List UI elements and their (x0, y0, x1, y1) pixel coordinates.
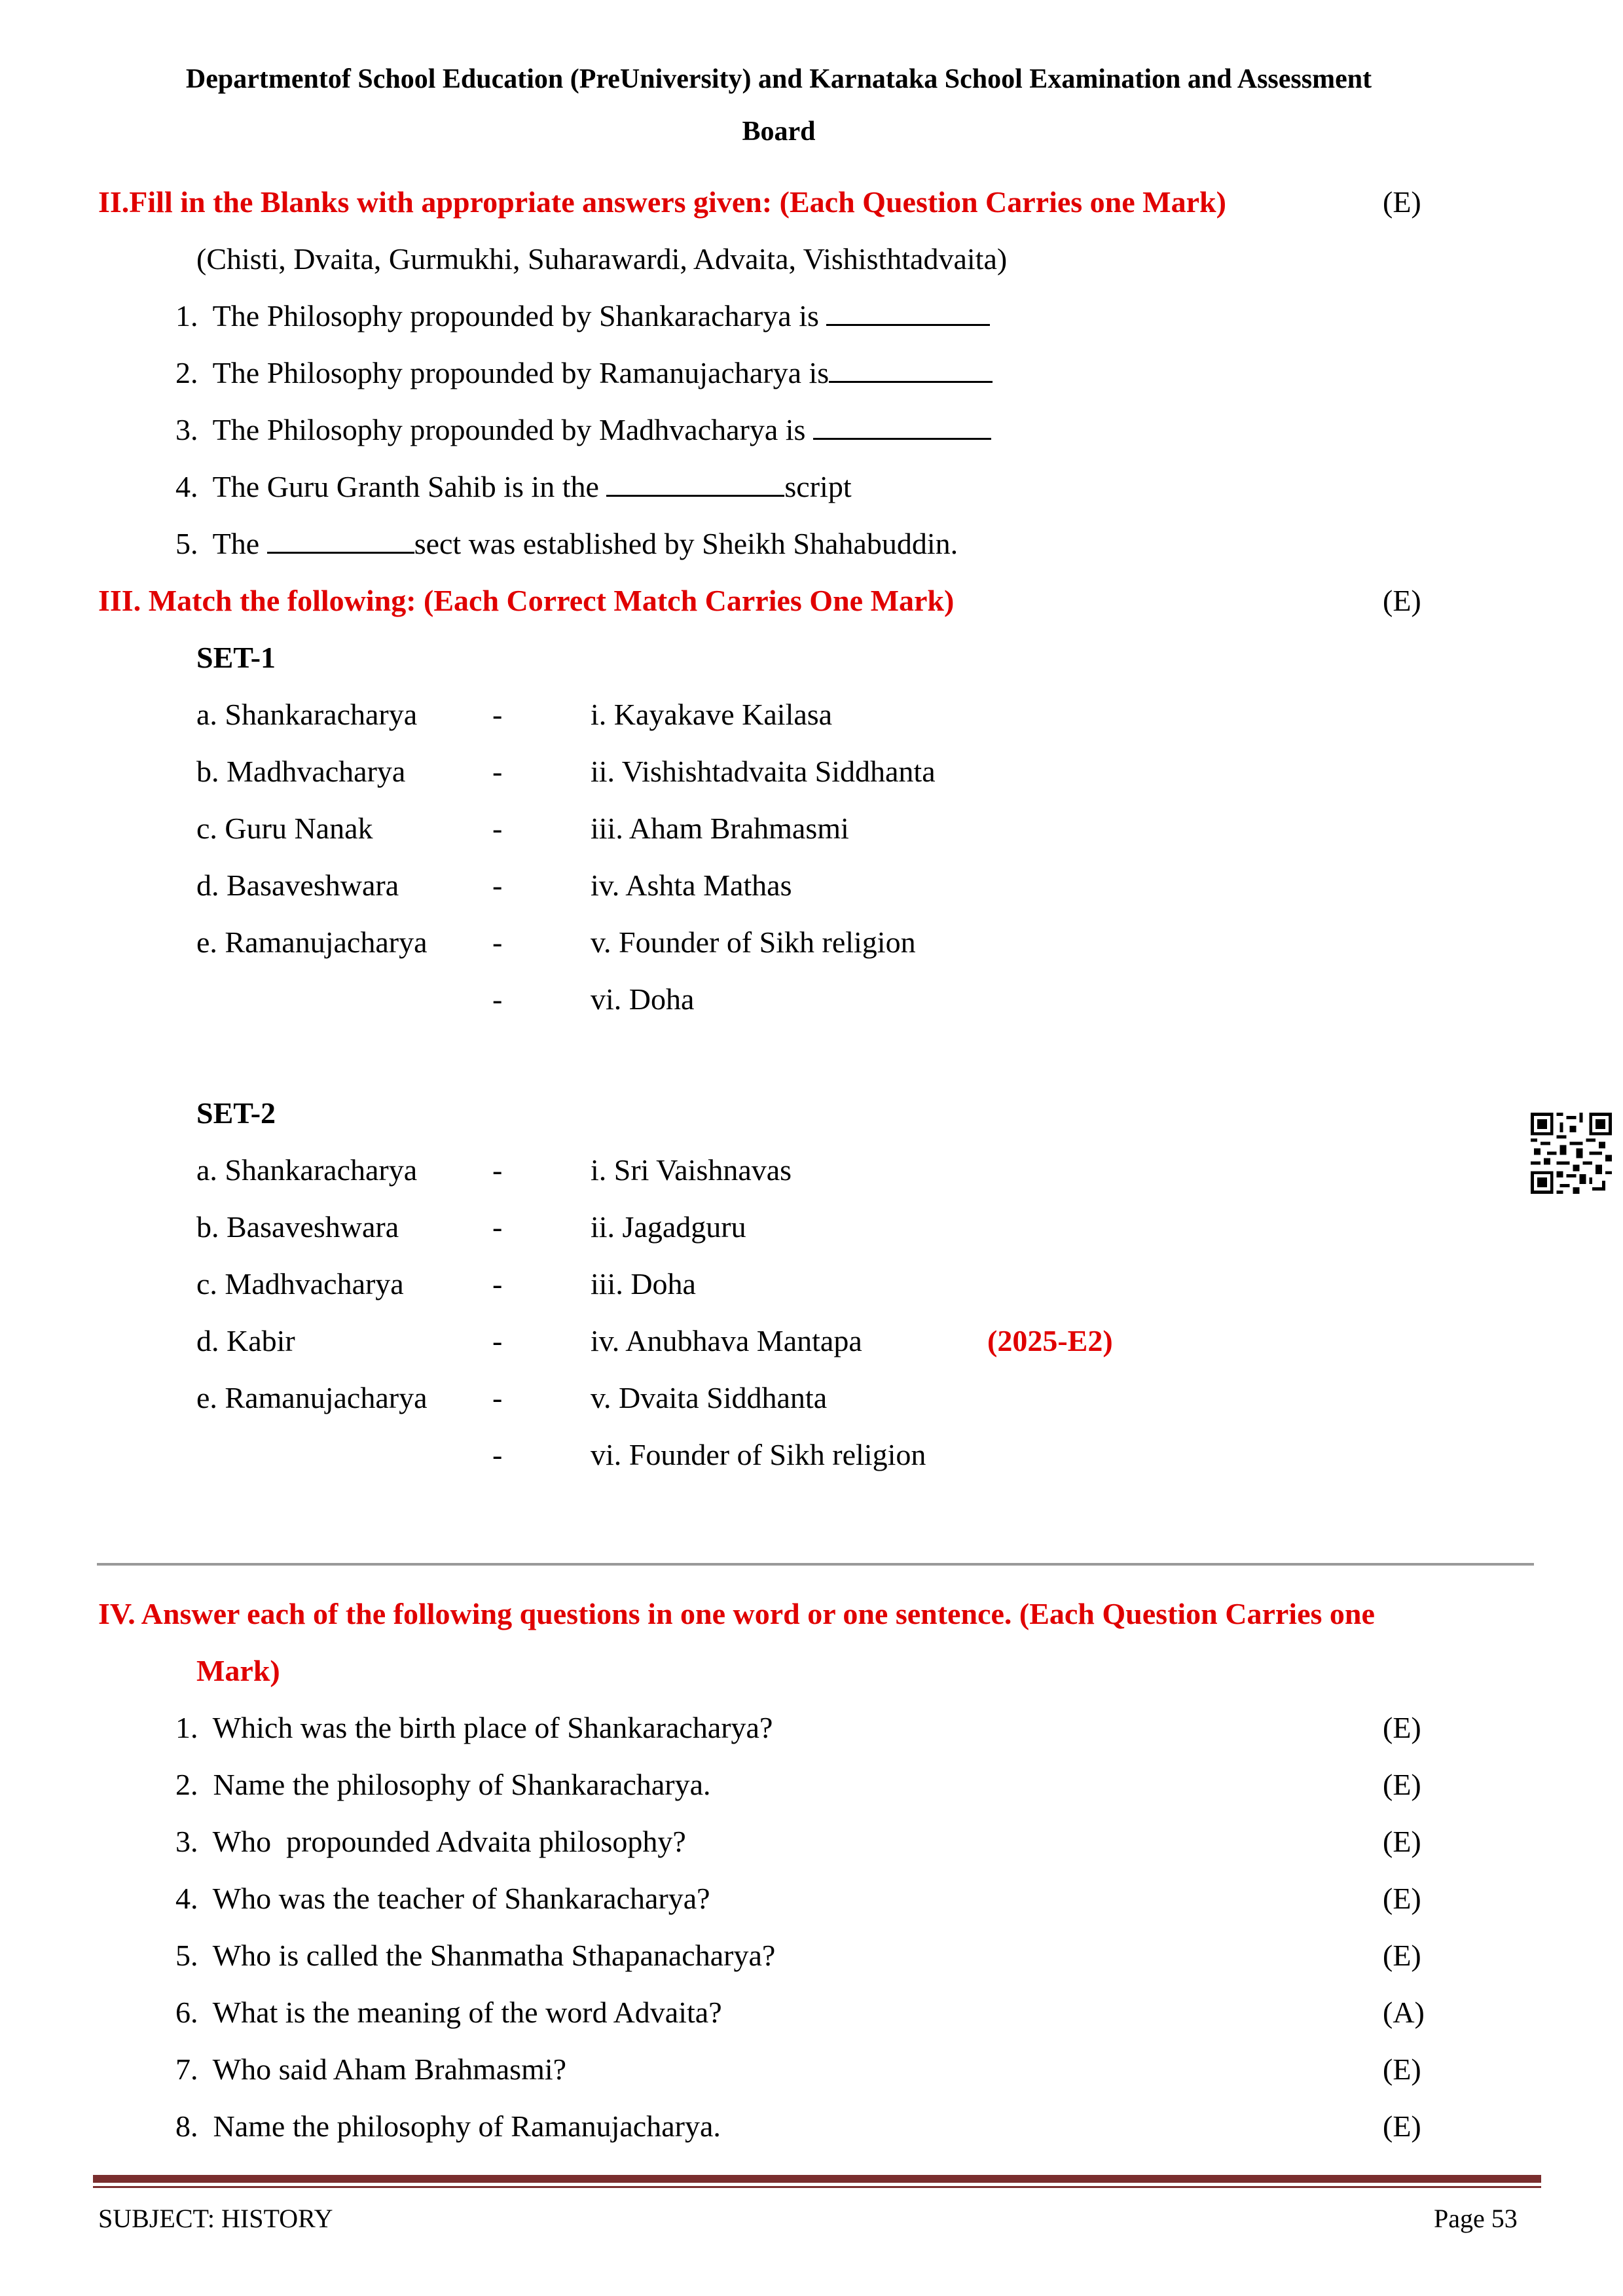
item-text-after: script (784, 470, 852, 503)
question-text: Name the philosophy of Shankaracharya. (213, 1768, 711, 1801)
set2-right-iv: iv. Anubhava Mantapa (591, 1324, 862, 1357)
question-number: 7. (175, 2053, 198, 2086)
set2-dash: - (492, 1210, 503, 1244)
question-5 (175, 1938, 775, 1973)
set1-dash: - (492, 869, 503, 902)
header-title-line1: Departmentof School Education (PreUniversity) and Karnataka School Examination and Assessment (185, 64, 1372, 94)
set1-left-c: c. Guru Nanak (196, 812, 373, 845)
set1-left-d: d. Basaveshwara (196, 869, 399, 902)
set2-left-d: d. Kabir (196, 1324, 295, 1357)
set2-left-e: e. Ramanujacharya (196, 1381, 428, 1414)
set1-dash: - (492, 755, 503, 788)
set2-dash: - (492, 1381, 503, 1414)
set1-left-a: a. Shankaracharya (196, 698, 418, 731)
set2-label: SET-2 (196, 1096, 276, 1130)
set2-dash: - (492, 1267, 503, 1300)
item-text: The Philosophy propounded by Ramanujacharya is (212, 356, 830, 389)
blank-item-3 (175, 412, 991, 447)
item-number: 4. (175, 470, 198, 503)
set2-left-b: b. Basaveshwara (196, 1210, 399, 1244)
question-tag: (E) (1383, 1711, 1421, 1744)
set2-left-a: a. Shankaracharya (196, 1153, 418, 1187)
set2-right-iii: iii. Doha (591, 1267, 696, 1300)
question-text: What is the meaning of the word Advaita? (212, 1996, 722, 2029)
set1-left-b: b. Madhvacharya (196, 755, 406, 788)
question-text: Name the philosophy of Ramanujacharya. (213, 2109, 721, 2143)
question-text: Which was the birth place of Shankaracharya? (212, 1711, 773, 1744)
question-text: Who was the teacher of Shankaracharya? (212, 1882, 710, 1915)
question-text: Who is called the Shanmatha Sthapanacharya? (212, 1939, 776, 1972)
question-text: Who propounded Advaita philosophy? (212, 1825, 686, 1858)
answer-blank[interactable] (829, 356, 993, 383)
question-1 (175, 1710, 773, 1745)
question-tag: (E) (1383, 2109, 1421, 2143)
question-text: Who said Aham Brahmasmi? (212, 2053, 567, 2086)
qr-code-icon (1531, 1113, 1612, 1194)
set1-left-e: e. Ramanujacharya (196, 925, 428, 959)
question-number: 6. (175, 1996, 198, 2029)
footer-rule-thick (93, 2175, 1541, 2183)
question-number: 1. (175, 1711, 198, 1744)
question-7 (175, 2052, 566, 2087)
item-text: The Philosophy propounded by Madhvacharya is (212, 413, 813, 446)
set1-right-v: v. Founder of Sikh religion (591, 925, 916, 959)
question-tag: (E) (1383, 1882, 1421, 1915)
question-tag: (A) (1383, 1996, 1425, 2029)
footer-page-number: Page 53 (1434, 2204, 1518, 2233)
question-number: 3. (175, 1825, 198, 1858)
answer-blank[interactable] (813, 413, 991, 440)
question-2 (175, 1767, 711, 1802)
item-text: The Guru Granth Sahib is in the (212, 470, 607, 503)
header-title-line2: Board (742, 117, 816, 147)
set1-dash: - (492, 698, 503, 731)
section-divider (97, 1563, 1534, 1566)
item-number: 5. (175, 527, 198, 560)
set2-right-v: v. Dvaita Siddhanta (591, 1381, 828, 1414)
answer-blank[interactable] (826, 299, 990, 326)
set2-left-c: c. Madhvacharya (196, 1267, 404, 1300)
item-text-after: sect was established by Sheikh Shahabuddin. (414, 527, 958, 560)
question-6 (175, 1995, 722, 2030)
exam-year-tag: (2025-E2) (987, 1324, 1113, 1357)
section4-title-line1: IV. Answer each of the following questions in one word or one sentence. (Each Question Carries one (98, 1597, 1375, 1630)
set1-right-i: i. Kayakave Kailasa (591, 698, 833, 731)
item-text: The Philosophy propounded by Shankaracharya is (212, 299, 827, 332)
set1-right-vi: vi. Doha (591, 982, 695, 1016)
section3-title: III. Match the following: (Each Correct Match Carries One Mark) (98, 584, 955, 617)
footer-rule-thin (93, 2186, 1541, 2188)
section3-tag: (E) (1383, 584, 1421, 617)
item-number: 1. (175, 299, 198, 332)
footer-subject: SUBJECT: HISTORY (98, 2204, 333, 2233)
set1-label: SET-1 (196, 641, 276, 674)
item-text: The (212, 527, 267, 560)
question-3 (175, 1824, 686, 1859)
set1-right-ii: ii. Vishishtadvaita Siddhanta (591, 755, 936, 788)
question-number: 8. (175, 2109, 198, 2143)
item-number: 3. (175, 413, 198, 446)
set1-dash: - (492, 982, 503, 1016)
question-number: 2. (175, 1768, 198, 1801)
set1-right-iv: iv. Ashta Mathas (591, 869, 792, 902)
question-tag: (E) (1383, 1768, 1421, 1801)
question-tag: (E) (1383, 2053, 1421, 2086)
set2-dash: - (492, 1324, 503, 1357)
section2-options: (Chisti, Dvaita, Gurmukhi, Suharawardi, Advaita, Vishisthtadvaita) (196, 242, 1008, 276)
question-number: 4. (175, 1882, 198, 1915)
blank-item-1 (175, 298, 990, 333)
blank-item-4 (175, 469, 852, 504)
question-tag: (E) (1383, 1939, 1421, 1972)
set1-right-iii: iii. Aham Brahmasmi (591, 812, 849, 845)
set1-dash: - (492, 925, 503, 959)
item-number: 2. (175, 356, 198, 389)
set2-right-i: i. Sri Vaishnavas (591, 1153, 792, 1187)
question-number: 5. (175, 1939, 198, 1972)
section2-title: II.Fill in the Blanks with appropriate answers given: (Each Question Carries one Mark) (98, 185, 1226, 219)
answer-blank[interactable] (267, 527, 414, 554)
answer-blank[interactable] (606, 470, 784, 497)
set2-right-ii: ii. Jagadguru (591, 1210, 746, 1244)
blank-item-2 (175, 355, 993, 390)
set2-dash: - (492, 1438, 503, 1471)
set2-dash: - (492, 1153, 503, 1187)
question-4 (175, 1881, 710, 1916)
set2-right-vi: vi. Founder of Sikh religion (591, 1438, 926, 1471)
question-8 (175, 2109, 721, 2144)
section2-tag: (E) (1383, 185, 1421, 219)
blank-item-5 (175, 526, 958, 561)
set1-dash: - (492, 812, 503, 845)
question-tag: (E) (1383, 1825, 1421, 1858)
section4-title-line2: Mark) (196, 1654, 280, 1687)
